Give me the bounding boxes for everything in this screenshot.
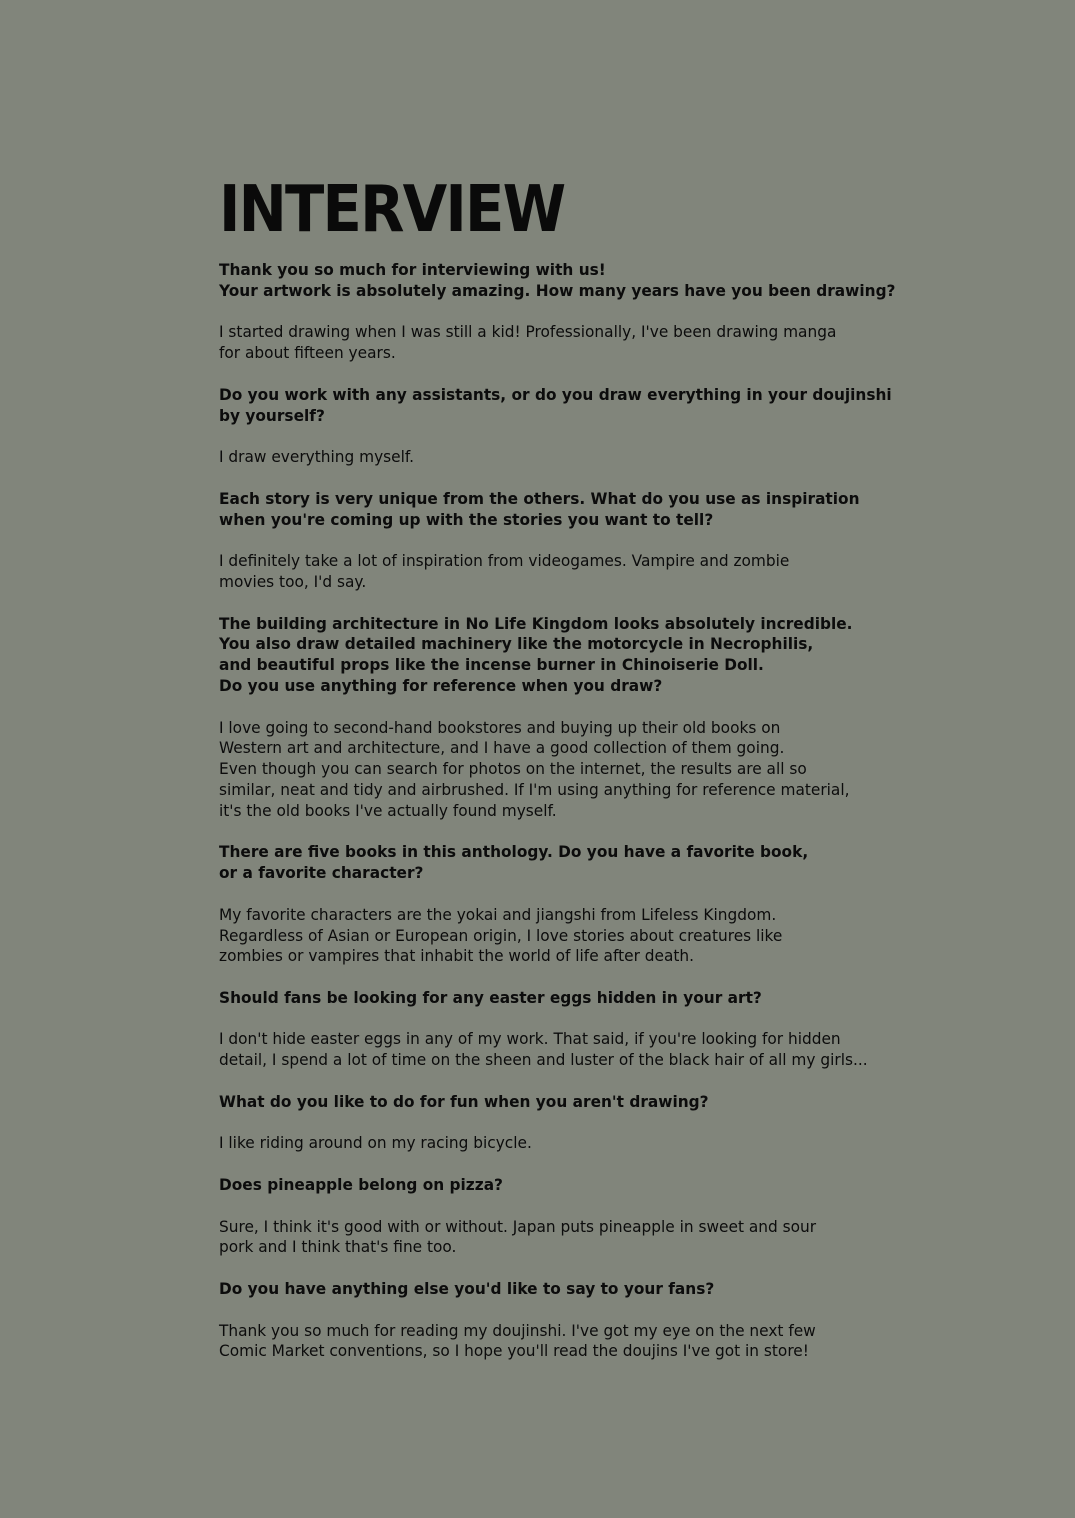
question-3 — [219, 489, 909, 531]
answer-8 — [219, 1217, 909, 1259]
answer-line: Western art and architecture, and I have a good collection of them going. — [219, 738, 785, 758]
question-4 — [219, 614, 909, 697]
question-2 — [219, 385, 909, 427]
answer-line: detail, I spend a lot of time on the sheen and luster of the black hair of all my girls... — [219, 1050, 868, 1070]
answer-line: I started drawing when I was still a kid! Professionally, I've been drawing manga — [219, 322, 837, 342]
question-7 — [219, 1092, 909, 1113]
question-line: The building architecture in No Life Kingdom looks absolutely incredible. — [219, 613, 853, 633]
question-1 — [219, 260, 909, 302]
question-line: There are five books in this anthology. Do you have a favorite book, — [219, 842, 809, 862]
question-line: What do you like to do for fun when you aren't drawing? — [219, 1091, 709, 1111]
question-line: Do you have anything else you'd like to say to your fans? — [219, 1279, 715, 1299]
question-5 — [219, 842, 909, 884]
question-line: You also draw detailed machinery like the motorcycle in Necrophilis, — [219, 634, 814, 654]
answer-line: My favorite characters are the yokai and jiangshi from Lifeless Kingdom. — [219, 904, 777, 924]
answer-line: pork and I think that's fine too. — [219, 1237, 457, 1257]
answer-line: Comic Market conventions, so I hope you'll read the doujins I've got in store! — [219, 1341, 809, 1361]
answer-line: I definitely take a lot of inspiration from videogames. Vampire and zombie — [219, 551, 790, 571]
answer-line: similar, neat and tidy and airbrushed. If I'm using anything for reference material, — [219, 779, 850, 799]
question-8 — [219, 1175, 909, 1196]
answer-line: it's the old books I've actually found myself. — [219, 800, 557, 820]
answer-line: I like riding around on my racing bicycle. — [219, 1133, 532, 1153]
question-line: Do you use anything for reference when you draw? — [219, 675, 663, 695]
question-line: Each story is very unique from the others. What do you use as inspiration — [219, 488, 860, 508]
answer-line: for about fifteen years. — [219, 343, 396, 363]
question-line: or a favorite character? — [219, 863, 424, 883]
qa-list — [219, 260, 909, 1362]
question-line: by yourself? — [219, 405, 325, 425]
question-line: when you're coming up with the stories you want to tell? — [219, 509, 714, 529]
answer-2 — [219, 447, 909, 468]
answer-line: I love going to second-hand bookstores and buying up their old books on — [219, 717, 781, 737]
question-line: Do you work with any assistants, or do you draw everything in your doujinshi — [219, 384, 892, 404]
question-line: Does pineapple belong on pizza? — [219, 1175, 503, 1195]
answer-line: Thank you so much for reading my doujinshi. I've got my eye on the next few — [219, 1320, 816, 1340]
answer-4 — [219, 718, 909, 822]
answer-1 — [219, 322, 909, 364]
answer-line: movies too, I'd say. — [219, 571, 367, 591]
answer-line: I draw everything myself. — [219, 447, 415, 467]
question-9 — [219, 1279, 909, 1300]
question-6 — [219, 988, 909, 1009]
answer-5 — [219, 905, 909, 967]
answer-3 — [219, 551, 909, 593]
answer-line: Regardless of Asian or European origin, I love stories about creatures like — [219, 925, 783, 945]
page-title: INTERVIEW — [219, 173, 565, 247]
interview-page — [219, 170, 909, 1383]
answer-line: Even though you can search for photos on the internet, the results are all so — [219, 759, 807, 779]
question-line: Your artwork is absolutely amazing. How many years have you been drawing? — [219, 280, 896, 300]
answer-line: zombies or vampires that inhabit the world of life after death. — [219, 946, 695, 966]
answer-6 — [219, 1029, 909, 1071]
answer-line: Sure, I think it's good with or without. Japan puts pineapple in sweet and sour — [219, 1216, 817, 1236]
answer-7 — [219, 1133, 909, 1154]
question-line: Should fans be looking for any easter eggs hidden in your art? — [219, 987, 762, 1007]
question-line: Thank you so much for interviewing with us! — [219, 260, 606, 279]
answer-9 — [219, 1321, 909, 1363]
question-line: and beautiful props like the incense burner in Chinoiserie Doll. — [219, 655, 764, 675]
answer-line: I don't hide easter eggs in any of my work. That said, if you're looking for hidden — [219, 1029, 841, 1049]
